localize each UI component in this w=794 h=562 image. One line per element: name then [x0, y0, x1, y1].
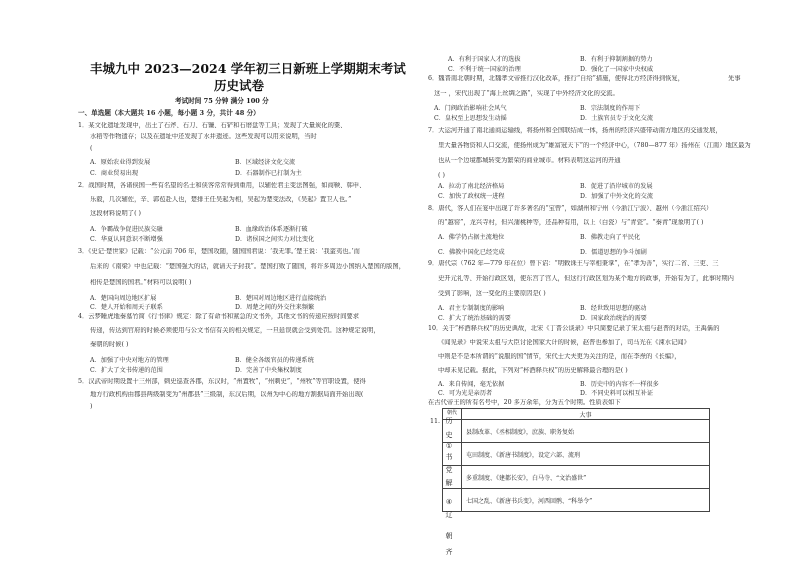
q8-option-c[interactable]: C．佛教中国化已经完成: [438, 249, 505, 256]
table-cell: 多重制度、《建都长安》，白马寺、“文治盛世”: [462, 466, 710, 489]
era-label: 党: [445, 466, 453, 474]
q9-stem-2: 史开元礼等、开始行政区划，使东宫了宫人，但这行行政区划为某个地方的政事，开始有为了，此事时期内: [438, 275, 734, 282]
table-cell: 七国之乱、《新唐书兵变》，河西回鹘、“科举令”: [462, 489, 710, 512]
q9-option-a[interactable]: A．君主专制制度的影响: [438, 305, 505, 312]
q11-number: 11.: [430, 418, 441, 425]
q11-stem-1: 在古代帝王的所有名号中，20 多万余年，分为五个时期。性质表如下: [428, 399, 621, 406]
q10-option-a[interactable]: A．来自传闻，毫无依据: [438, 381, 505, 388]
q5-stem-3: ): [90, 403, 93, 410]
q2-option-d[interactable]: D．诸侯国之间实力对比变化: [235, 236, 315, 243]
era-label: 解: [445, 479, 453, 487]
table-row: [443, 466, 710, 489]
q2-option-a[interactable]: A．争霸战争促进民族交融: [90, 226, 163, 233]
q10-stem-3: 中则是不是本所谓的“说服的国”情节，宋代士大夫更为关注的是，而在李焘的《长编》，: [438, 353, 681, 360]
q6-stem-1: 6．魏晋南北朝时期，北魏孝文帝推行汉化改革，推行“自给”措施，使得北方经济得到恢复，: [428, 75, 685, 82]
era-label: 史: [445, 431, 453, 439]
q8-option-a[interactable]: A．佛学仍占据主流地位: [438, 234, 505, 241]
q10-option-c[interactable]: C．可为光是亲历者: [438, 390, 493, 397]
q9-option-b[interactable]: B．经世致用思想的驱动: [580, 305, 647, 312]
q6-option-c[interactable]: C．皇权至上思想发生动摇: [434, 115, 507, 122]
q6-option-d[interactable]: D．土族官员专于文化交流: [580, 115, 654, 122]
q1-paren: (: [90, 145, 93, 152]
q5-option-b[interactable]: B．有利于抑制割据的势力: [580, 56, 653, 63]
q2-option-c[interactable]: C．华夏认同意识不断增强: [90, 236, 163, 243]
q5-option-a[interactable]: A．有利于国家人才的选拔: [448, 56, 521, 63]
q9-option-c[interactable]: C．扩大了统治基础的需要: [438, 315, 511, 322]
q3-option-a[interactable]: A．楚国向周边地区扩展: [90, 295, 157, 302]
q3-stem-2: 后来的《南梁》中也记载：“楚国强大的话，就请天子封我”。楚国打败了随国，将许多周边小国纳入楚国的版图，: [90, 263, 405, 270]
q1-stem-1: 1．某文化遗址发现中，出土了石斧、石刀、石镰、石铲和石磨盘等工具；发现了大量炭化的粟、: [78, 122, 347, 129]
q5-option-c[interactable]: C．不利于统一国家的治理: [448, 66, 521, 73]
q4-stem-1: 4．云梦睡虎地秦墓竹简《行书律》规定：除了有命书和紧急的文书外，其他文书的传递应按时间要求: [78, 313, 360, 320]
table-header-event: 大事: [462, 409, 710, 420]
era-label: ④: [445, 498, 453, 506]
era-label: 齐: [445, 548, 453, 556]
q1-stem-2: 水稻等作物遗存；以及在遗址中还发现了水井遗迹。这些发现可以用来说明，当时: [90, 133, 317, 140]
era-label: 辽: [445, 511, 453, 519]
q7-option-c[interactable]: C．加快了政权统一进程: [438, 193, 505, 200]
q3-stem-1: 3．《史记·楚世家》记载：“公元前 706 年，楚国攻随，随国国君说：‘我无罪。’楚王说：‘我蛮夷也。’而: [78, 248, 360, 255]
q9-stem-3: 受到了影响，这一变化的主要原因是( ): [438, 290, 546, 297]
q3-option-b[interactable]: B．楚国对周边地区进行直接统治: [235, 295, 327, 302]
table-header-era: 朝代: [443, 409, 462, 420]
q6-option-a[interactable]: A．门阀政治影响社会风气: [434, 105, 507, 112]
q7-stem-3: 也从一个边境郡城转变为繁荣的商业城市。材料表明这运河的开通: [438, 157, 621, 164]
q7-stem-1: 7．大运河开通了南北通商运输线，将扬州和全国联结成一体，扬州的经济兴盛带动南方地区的交通发展，: [428, 127, 722, 134]
exam-subtitle: 历史试卷: [214, 78, 265, 93]
era-label: 朝: [445, 532, 453, 540]
q1-option-d[interactable]: D．石器制作已打制为主: [235, 170, 302, 177]
q4-option-a[interactable]: A．加强了中央对地方的管理: [90, 357, 169, 364]
q7-option-b[interactable]: B．促进了沿岸城市的发展: [580, 183, 653, 190]
q3-stem-3: 相传是楚国的国君。”材料可以说明( ): [90, 279, 192, 286]
q8-option-b[interactable]: B．佛教走向了平民化: [580, 234, 641, 241]
q8-stem-2: 的“越窑”，龙兴寺村，但兴蒲桃种等，还品种有用，以上（白瓷）与“青瓷”。“秦青”现象明了( ): [438, 219, 704, 226]
table-row: [443, 443, 710, 466]
q3-option-d[interactable]: D．周楚之间的外交往来频繁: [235, 304, 315, 311]
q4-option-c[interactable]: C．扩大了文书传递的范围: [90, 367, 163, 374]
q7-option-a[interactable]: A．拉动了南北经济格局: [438, 183, 505, 190]
table-row: [443, 420, 710, 443]
q10-option-b[interactable]: B．历史中的内容不一样很多: [580, 381, 659, 388]
q4-option-d[interactable]: D．完善了中央集权制度: [235, 367, 302, 374]
q10-stem-1: 10．关于“杯酒释兵权”的历史典故，北宋《丁晋公谈录》中只简要记录了宋太祖与赵普的对话，王禹偁的: [428, 325, 720, 332]
q6-option-b[interactable]: B．宗法制度的作用下: [580, 105, 641, 112]
history-table: [442, 408, 710, 512]
table-row: [443, 489, 710, 512]
q8-option-d[interactable]: D．儒道思想的争斗加剧: [580, 249, 647, 256]
exam-title: 丰城九中 2023—2024 学年初三日新班上学期期末考试: [90, 61, 406, 76]
q8-stem-1: 8．唐代，客人们在宴中出现了许多著名的“宝曾”，如湖州和宁州（今浙江宁波）、越州（今浙江绍兴）: [428, 205, 713, 212]
era-label: 书: [445, 453, 453, 461]
q9-stem-1: 9．唐代宗（762 年—779 年在位）曾下诏：“明敕诛王与宰相秉掌”，在“孝为善”，实行二省、三吏、三: [428, 260, 719, 267]
q2-stem-2: 乐毅，几次辅佐，辛、郭苞赴人也，楚排王任吴起为相，吴起为楚变法改，《吴起》置卫人也。”: [90, 196, 352, 203]
q6-stem-1b: 先事: [728, 75, 741, 82]
table-cell: 屯田制度、《新唐书制度》，设定六部、流刑: [462, 443, 710, 466]
q1-option-a[interactable]: A．原始农业得到发展: [90, 159, 151, 166]
q2-option-b[interactable]: B．血缘政治体系逐渐打破: [235, 226, 308, 233]
q4-stem-2: 传递，传达到官府的时候必须使用与公文书信有关的相关规定，一旦延误就会受到处罚。这种规定说明，: [90, 327, 380, 334]
q10-stem-2: 《闻见录》中说宋太祖与大臣讨论国家大计的时候，赵普也参加了，司马光在《涑水记闻》: [438, 339, 690, 346]
era-label: 历: [445, 417, 453, 425]
q7-option-d[interactable]: D．加强了中外文化的交流: [580, 193, 654, 200]
q5-stem-1: 5．汉武帝时期设置十三州部，刺史巡查各郡，东汉时，“州置牧”，“州刺史”，“州牧”等官职设置，使得: [78, 378, 366, 385]
section-heading: 一、单选题（本大题共 16 小题，每小题 3 分，共计 48 分）: [78, 109, 260, 117]
q3-option-c[interactable]: C．楚人开始和周天子联系: [90, 304, 163, 311]
q2-stem-1: 2．战国时期，各诸侯国一些有名望的名士和侠客常常得到重用，以辅佐君主变法图强，如商鞅、韩申、: [78, 182, 366, 189]
q7-paren: ( ): [438, 172, 445, 179]
table-cell: 县制改革、《丞相制度》，庶族、职务复始: [462, 420, 710, 443]
q1-option-c[interactable]: C．商业贸易出现: [90, 170, 139, 177]
exam-info: 考试时间 75 分钟 满分 100 分: [175, 97, 269, 105]
q5-option-d[interactable]: D．强化了一国家中央权威: [580, 66, 654, 73]
q1-option-b[interactable]: B．区域经济文化交流: [235, 159, 296, 166]
q9-option-d[interactable]: D．国家政治统治的需要: [580, 315, 647, 322]
q4-stem-3: 秦朝的时候( ): [90, 341, 129, 348]
q10-stem-4: 中却未见记载。据此，下列对“杯酒释兵权”的历史解释最合理的是( ): [438, 367, 628, 374]
q2-stem-3: 这段材料说明了( ): [90, 210, 141, 217]
q4-option-b[interactable]: B．健全各级官员的传递系统: [235, 357, 314, 364]
table-header-row: [443, 409, 710, 420]
q5-stem-2: 地方行政机构由郡县两级制变为“州郡县”三级制，东汉后期，以州为中心的地方割据局面开始出现(: [90, 391, 364, 398]
q7-stem-2: 里大量各物资和人口交流，使扬州成为“雄富冠天下”的一个经济中心，（780—877 年）扬州在（江南）地区最为: [438, 142, 751, 149]
q10-option-d[interactable]: D．不同史料可以相互补证: [580, 390, 654, 397]
era-label: ①: [445, 442, 453, 450]
q6-stem-2: 这一 ，宋代出现了“海上丝绸之路”，实现了中外经济文化的交流。: [434, 90, 619, 97]
